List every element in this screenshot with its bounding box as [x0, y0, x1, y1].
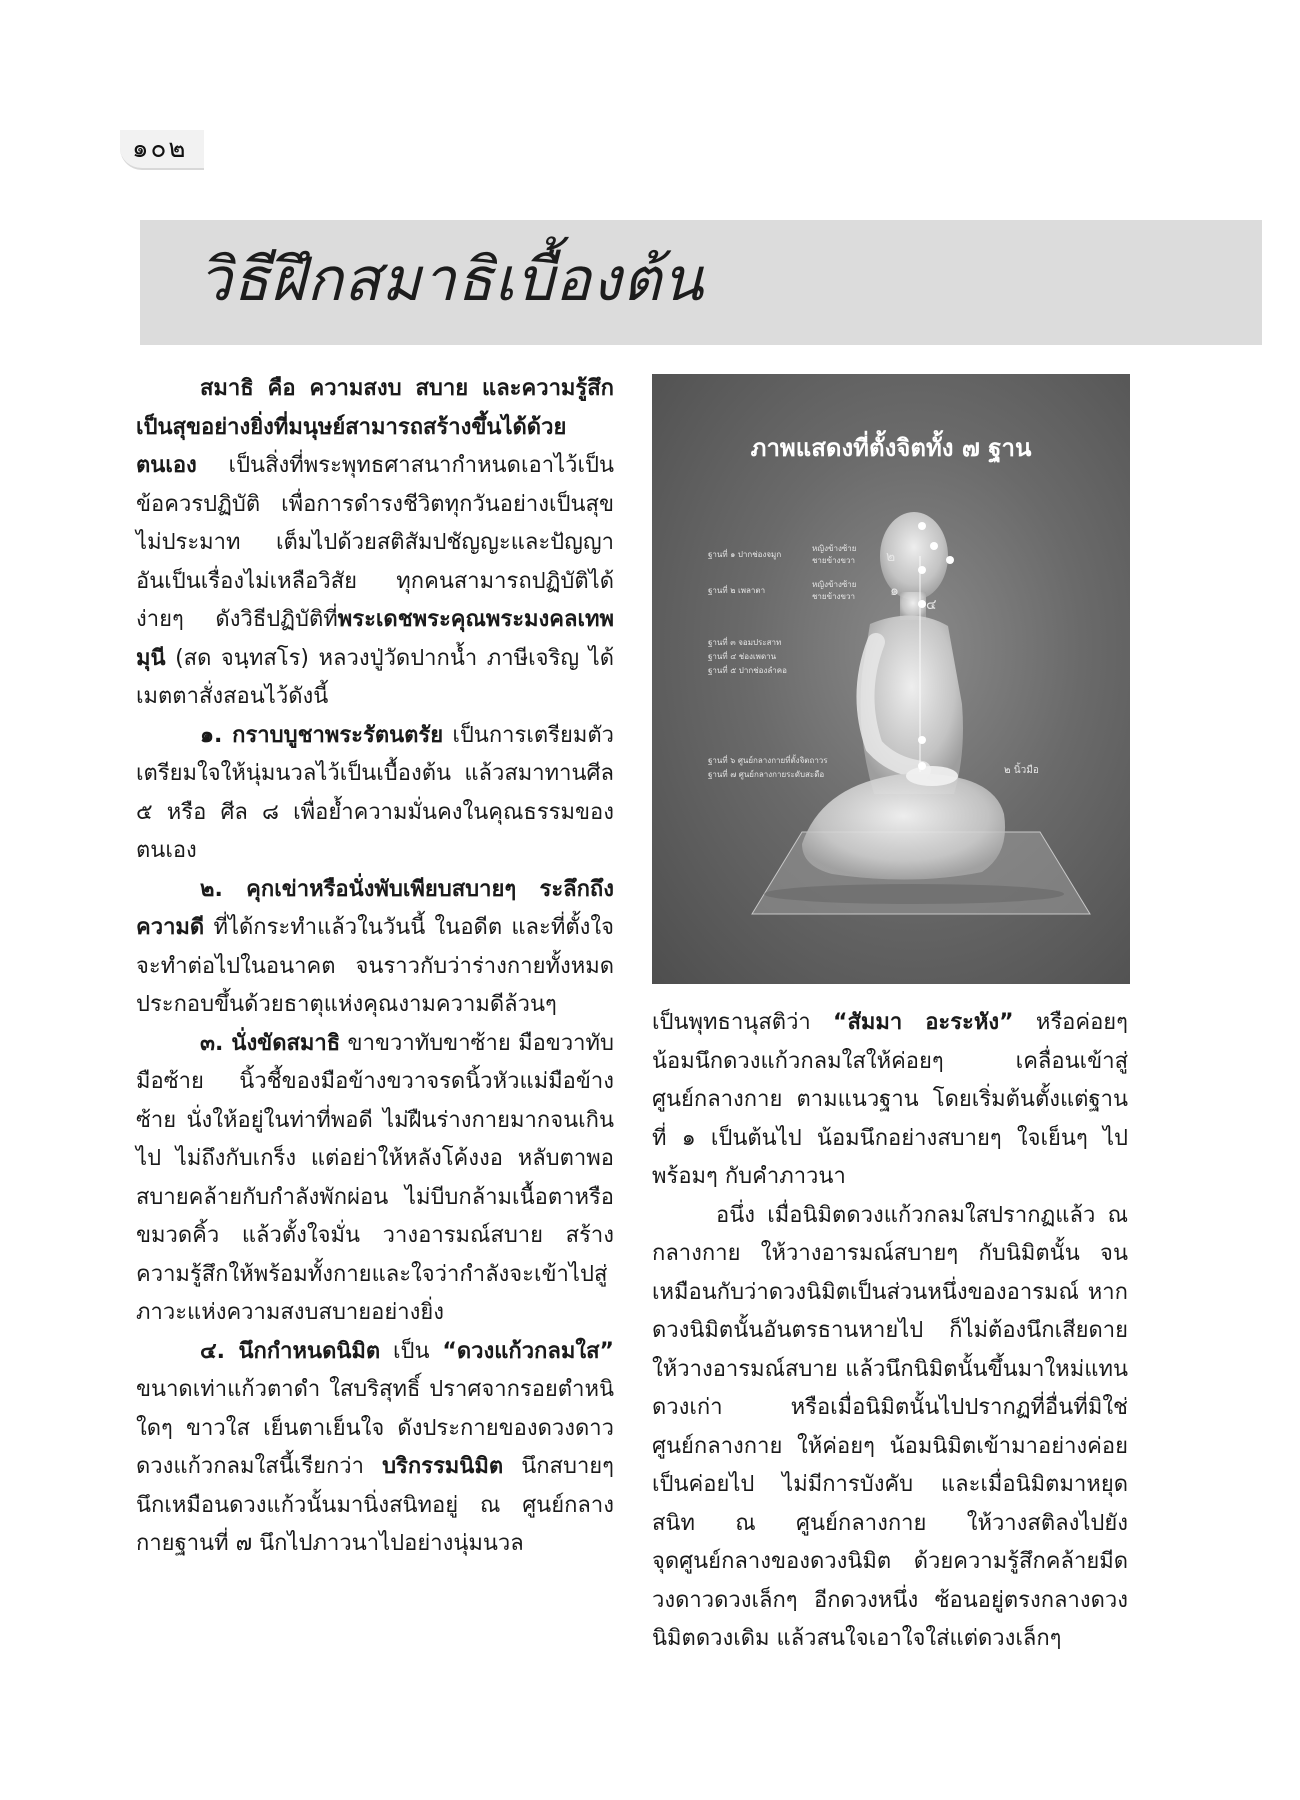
label-base-5: ฐานที่ ๕ ปากช่องลำคอ [708, 666, 787, 675]
paragraph-step-4 [136, 1333, 614, 1564]
monk-name: พระเดชพระคุณพระมงคลเทพมุนี [136, 607, 614, 671]
label-base-6: ฐานที่ ๖ ศูนย์กลางกายที่ตั้งจิตถาวร [708, 756, 828, 765]
crystal-ball-term: “ดวงแก้วกลมใส” [442, 1338, 614, 1364]
intro-bold: สมาธิ คือ ความสงบ สบาย และความรู้สึกเป็นสุขอย่างยิ่งที่มนุษย์สามารถสร้างขึ้นได้ด้วยตนเอง [136, 376, 614, 478]
parikamma-nimitta-term: บริกรรมนิมิต [382, 1454, 504, 1479]
label-base-3: ฐานที่ ๓ จอมประสาท [708, 638, 782, 647]
step-2-heading: ๒. คุกเข่าหรือนั่งพับเพียบสบายๆ ระลึกถึงความดี [136, 876, 614, 940]
label-num-2: ๒ [886, 549, 896, 565]
continued-text: เป็นพุทธานุสติว่า [652, 1010, 834, 1035]
label-base-7: ฐานที่ ๗ ศูนย์กลางกายระดับสะดือ [708, 770, 825, 779]
step-3-text: ขาขวาทับขาซ้าย มือขวาทับมือซ้าย นิ้วชี้ของมือข้างขวาจรดนิ้วหัวแม่มือข้างซ้าย นั่งให้อยู่ในท่าที่พอดี ไม่ฝืนร่างกายมากจนเกินไป ไม่ถึงกับเกร็ง แต่อย่าให้หลังโค้งงอ หลับตาพอสบายคล้ายกับกำลังพักผ่อน ไม่บีบกล้ามเนื้อตาหรือขมวดคิ้ว แล้วตั้งใจมั่น วางอารมณ์สบาย สร้างความรู้สึกให้พร้อมทั้งกายและใจว่ากำลังจะเข้าไปสู่ภาวะแห่งความสงบสบายอย่างยิ่ง [136, 1030, 614, 1325]
step-3-heading: ๓. นั่งขัดสมาธิ [200, 1030, 341, 1056]
paragraph-nimitta: อนึ่ง เมื่อนิมิตดวงแก้วกลมใสปรากฏแล้ว ณ กลางกาย ให้วางอารมณ์สบายๆ กับนิมิตนั้น จนเหมือนกับว่าดวงนิมิตเป็นส่วนหนึ่งของอารมณ์ หากดวงนิมิตนั้นอันตรธานหายไป ก็ไม่ต้องนึกเสียดาย ให้วางอารมณ์สบาย แล้วนึกนิมิตนั้นขึ้นมาใหม่แทนดวงเก่า หรือเมื่อนิมิตนั้นไปปรากฏที่อื่นที่มิใช่ศูนย์กลางกาย ให้ค่อยๆ น้อมนิมิตเข้ามาอย่างค่อยเป็นค่อยไป ไม่มีการบังคับ และเมื่อนิมิตมาหยุดสนิท ณ ศูนย์กลางกาย ให้วางสติลงไปยังจุดศูนย์กลางของดวงนิมิต ด้วยความรู้สึกคล้ายมีดวงดาวดวงเล็กๆ อีกดวงหนึ่ง ซ้อนอยู่ตรงกลางดวงนิมิตดวงเดิม แล้วสนใจเอาใจใส่แต่ดวงเล็กๆ [652, 1202, 1128, 1651]
step-1-heading: ๑. กราบบูชาพระรัตนตรัย [200, 722, 444, 748]
label-two-fingers: ๒ นิ้วมือ [1004, 765, 1039, 776]
label-base-1-left: หญิงข้างซ้าย [812, 544, 857, 553]
intro-text: เป็นสิ่งที่พระพุทธศาสนากำหนดเอาไว้เป็นข้อควรปฏิบัติ เพื่อการดำรงชีวิตทุกวันอย่างเป็นสุข ไม่ประมาท เต็มไปด้วยสติสัมปชัญญะและปัญญา อันเป็นเรื่องไม่เหลือวิสัย ทุกคนสามารถปฏิบัติได้ง่ายๆ ดังวิธีปฏิบัติที่ [136, 453, 614, 632]
right-column [652, 1004, 1128, 1659]
label-num-4: ๔ [926, 597, 937, 613]
page-number: ๑๐๒ [132, 134, 188, 164]
intro-text-end: (สด จนฺทสโร) หลวงปู่วัดปากน้ำ ภาษีเจริญ ได้เมตตาสั่งสอนไว้ดังนี้ [136, 645, 614, 709]
label-base-1: ฐานที่ ๑ ปากช่องจมูก [708, 550, 782, 559]
left-column [136, 370, 614, 1564]
step-1-text: เป็นการเตรียมตัวเตรียมใจให้นุ่มนวลไว้เป็นเบื้องต้น แล้วสมาทานศีล ๕ หรือ ศีล ๘ เพื่อย้ำความมั่นคงในคุณธรรมของตนเอง [136, 722, 614, 863]
paragraph-continued [652, 1004, 1128, 1197]
paragraph-step-2 [136, 871, 614, 1025]
label-base-4: ฐานที่ ๔ ช่องเพดาน [708, 652, 777, 661]
label-num-1: ๑ [890, 583, 899, 599]
figure-title: ภาพแสดงที่ตั้งจิตทั้ง ๗ ฐาน [750, 434, 1032, 462]
paragraph-intro [136, 370, 614, 717]
seven-bases-figure [652, 374, 1130, 984]
continued-text-2: หรือค่อยๆ น้อมนึกดวงแก้วกลมใสให้ค่อยๆ เคลื่อนเข้าสู่ศูนย์กลางกาย ตามแนวฐาน โดยเริ่มต้นตั้งแต่ฐานที่ ๑ เป็นต้นไป น้อมนึกอย่างสบายๆ ใจเย็นๆ ไปพร้อมๆ กับคำภาวนา [652, 1010, 1128, 1189]
label-base-2: ฐานที่ ๒ เพลาตา [708, 586, 766, 595]
label-base-1-right: ชายข้างขวา [812, 556, 855, 565]
step-2-text: ที่ได้กระทำแล้วในวันนี้ ในอดีต และที่ตั้งใจจะทำต่อไปในอนาคต จนราวกับว่าร่างกายทั้งหมดประกอบขึ้นด้วยธาตุแห่งคุณงามความดีล้วนๆ [136, 915, 614, 1017]
label-base-2-right: ชายข้างขวา [812, 592, 855, 601]
step-4-text-3: นึกสบายๆ นึกเหมือนดวงแก้วนั้นมานิ่งสนิทอยู่ ณ ศูนย์กลางกายฐานที่ ๗ นึกไปภาวนาไปอย่างนุ่มนวล [136, 1454, 615, 1556]
samma-araham-mantra: “สัมมา อะระหัง” [833, 1010, 1014, 1035]
step-4-heading: ๔. นึกกำหนดนิมิต [200, 1338, 381, 1364]
label-base-2-left: หญิงข้างซ้าย [812, 580, 857, 589]
step-4-text: เป็น [380, 1338, 443, 1364]
chapter-title: วิธีฝึกสมาธิเบื้องต้น [198, 245, 705, 315]
paragraph-step-3 [136, 1025, 614, 1333]
step-4-text-2: ขนาดเท่าแก้วตาดำ ใสบริสุทธิ์ ปราศจากรอยตำหนิใดๆ ขาวใส เย็นตาเย็นใจ ดังประกายของดวงดาว ดวงแก้วกลมใสนี้เรียกว่า [136, 1377, 614, 1479]
paragraph-step-1 [136, 717, 614, 871]
